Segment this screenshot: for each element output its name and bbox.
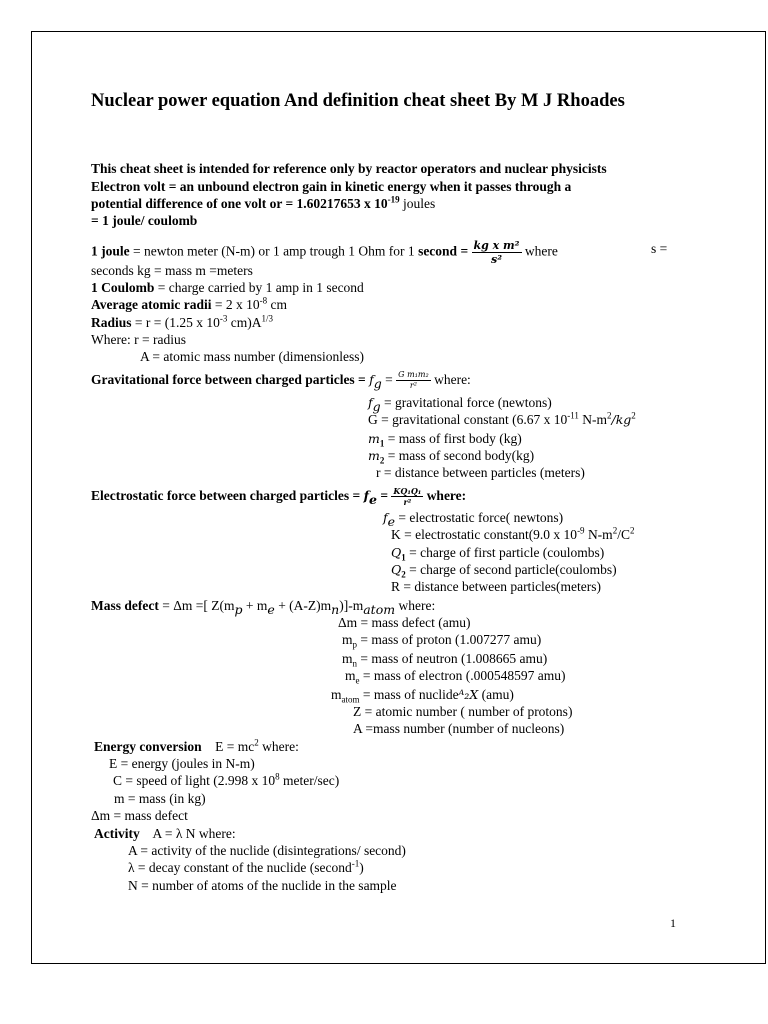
joule-s-equals: s = xyxy=(651,241,668,256)
mass-defect-def-mp: $m_p$ = mass of proton (1.007277 amu) xyxy=(342,632,542,650)
energy-def-e: E = energy (joules in N-m) xyxy=(109,756,255,771)
page-title: Nuclear power equation And definition cheat sheet By M J Rhoades xyxy=(91,91,625,111)
activity-heading: Activity A = λ N where: xyxy=(94,826,236,841)
joule-fraction: $\frac{\text{kg x m²}}{\text{s²}}$ xyxy=(473,239,520,266)
gravity-def-r: r = distance between particles (meters) xyxy=(376,465,585,480)
gravity-def-g: G = gravitational constant (6.67 x $10^{-11}$ $N-m^2/kg^2$ xyxy=(368,410,636,427)
electro-def-k: K = electrostatic constant(9.0 x $10^{-9}$ $N-m^2/C^2$ xyxy=(391,525,635,542)
intro-line: This cheat sheet is intended for reference only by reactor operators and nuclear physicists xyxy=(91,161,607,176)
electro-def-q2: $Q_2$ = charge of second particle(coulombs) xyxy=(391,562,617,580)
mass-defect-def-z: Z = atomic number ( number of protons) xyxy=(353,704,573,719)
energy-def-c: C = speed of light (2.998 x $10^8$ meter/sec) xyxy=(113,771,340,788)
gravity-def-m1: $m_1$ = mass of first body (kg) xyxy=(368,431,522,449)
where-radius: Where: r = radius xyxy=(91,332,186,347)
activity-def-a: A = activity of the nuclide (disintegrations/ second) xyxy=(128,843,406,858)
coulomb-definition: 1 Coulomb = charge carried by 1 amp in 1 second xyxy=(91,280,364,295)
energy-def-m: m = mass (in kg) xyxy=(114,791,206,806)
activity-def-lambda: λ = decay constant of the nuclide (second$^{-1}$) xyxy=(128,858,364,875)
page-number: 1 xyxy=(670,916,676,930)
electrostatic-fraction: $\frac{\text{KQ₁Q₁}}{\text{r²}}$ xyxy=(393,486,422,508)
mass-defect-formula: Mass defect = Δm =[ $Z(m_p + m_e + (A-Z)m_n)]-m_{atom}$ where: xyxy=(91,598,436,617)
gravity-def-fg: $f_g$ = gravitational force (newtons) xyxy=(368,395,552,414)
activity-def-n: N = number of atoms of the nuclide in the sample xyxy=(128,878,397,893)
electrostatic-force-heading: Electrostatic force between charged particles = $f_e$ = $\frac{\text{KQ₁Q₁}}{\text{r²}}$ where: xyxy=(91,486,467,508)
electro-def-fe: $f_e$ = electrostatic force( newtons) xyxy=(383,510,564,529)
radius-formula: Radius = r = (1.25 x $10^{-3}$ $cm)A^{1/3}$ xyxy=(91,313,274,330)
energy-conversion-heading: Energy conversion $E = mc^2$ where: xyxy=(94,737,299,754)
atomic-radii: Average atomic radii = 2 x $10^{-8}$ cm xyxy=(91,295,287,312)
gravity-def-m2: $m_2$ = mass of second body(kg) xyxy=(368,448,535,466)
joule-definition: 1 joule = newton meter (N-m) or 1 amp trough 1 Ohm for 1 second = $\frac{\text{kg x m²}}{\text{s²}}$ where xyxy=(91,239,558,266)
electron-volt-line-3: = 1 joule/ coulomb xyxy=(91,213,198,228)
electro-def-q1: $Q_1$ = charge of first particle (coulombs) xyxy=(391,545,605,563)
gravity-fraction: $\frac{\text{G m₁m₂}}{\text{r²}}$ xyxy=(398,370,429,391)
mass-defect-def-dm: Δm = mass defect (amu) xyxy=(338,615,471,630)
where-mass-number: A = atomic mass number (dimensionless) xyxy=(140,349,364,364)
mass-defect-def-a: A =mass number (number of nucleons) xyxy=(353,721,565,736)
energy-def-dm: Δm = mass defect xyxy=(91,808,188,823)
mass-defect-def-mn: $m_n$ = mass of neutron (1.008665 amu) xyxy=(342,651,548,669)
joule-definition-line-2: seconds kg = mass m =meters xyxy=(91,263,253,278)
mass-defect-def-me: $m_e$ = mass of electron (.000548597 amu) xyxy=(345,668,566,686)
gravitational-force-heading: Gravitational force between charged particles = $f_g$ = $\frac{\text{G m₁m₂}}{\text{r²}}$ where: xyxy=(91,370,471,391)
electron-volt-line-1: Electron volt = an unbound electron gain in kinetic energy when it passes through a xyxy=(91,179,572,194)
mass-defect-def-matom: $m_{atom}$ = mass of nuclideᴬ₂X (amu) xyxy=(331,687,514,705)
electro-def-r: R = distance between particles(meters) xyxy=(391,579,602,594)
electron-volt-line-2: potential difference of one volt or = 1.60217653 x $10^{-19}$ joules xyxy=(91,194,436,211)
